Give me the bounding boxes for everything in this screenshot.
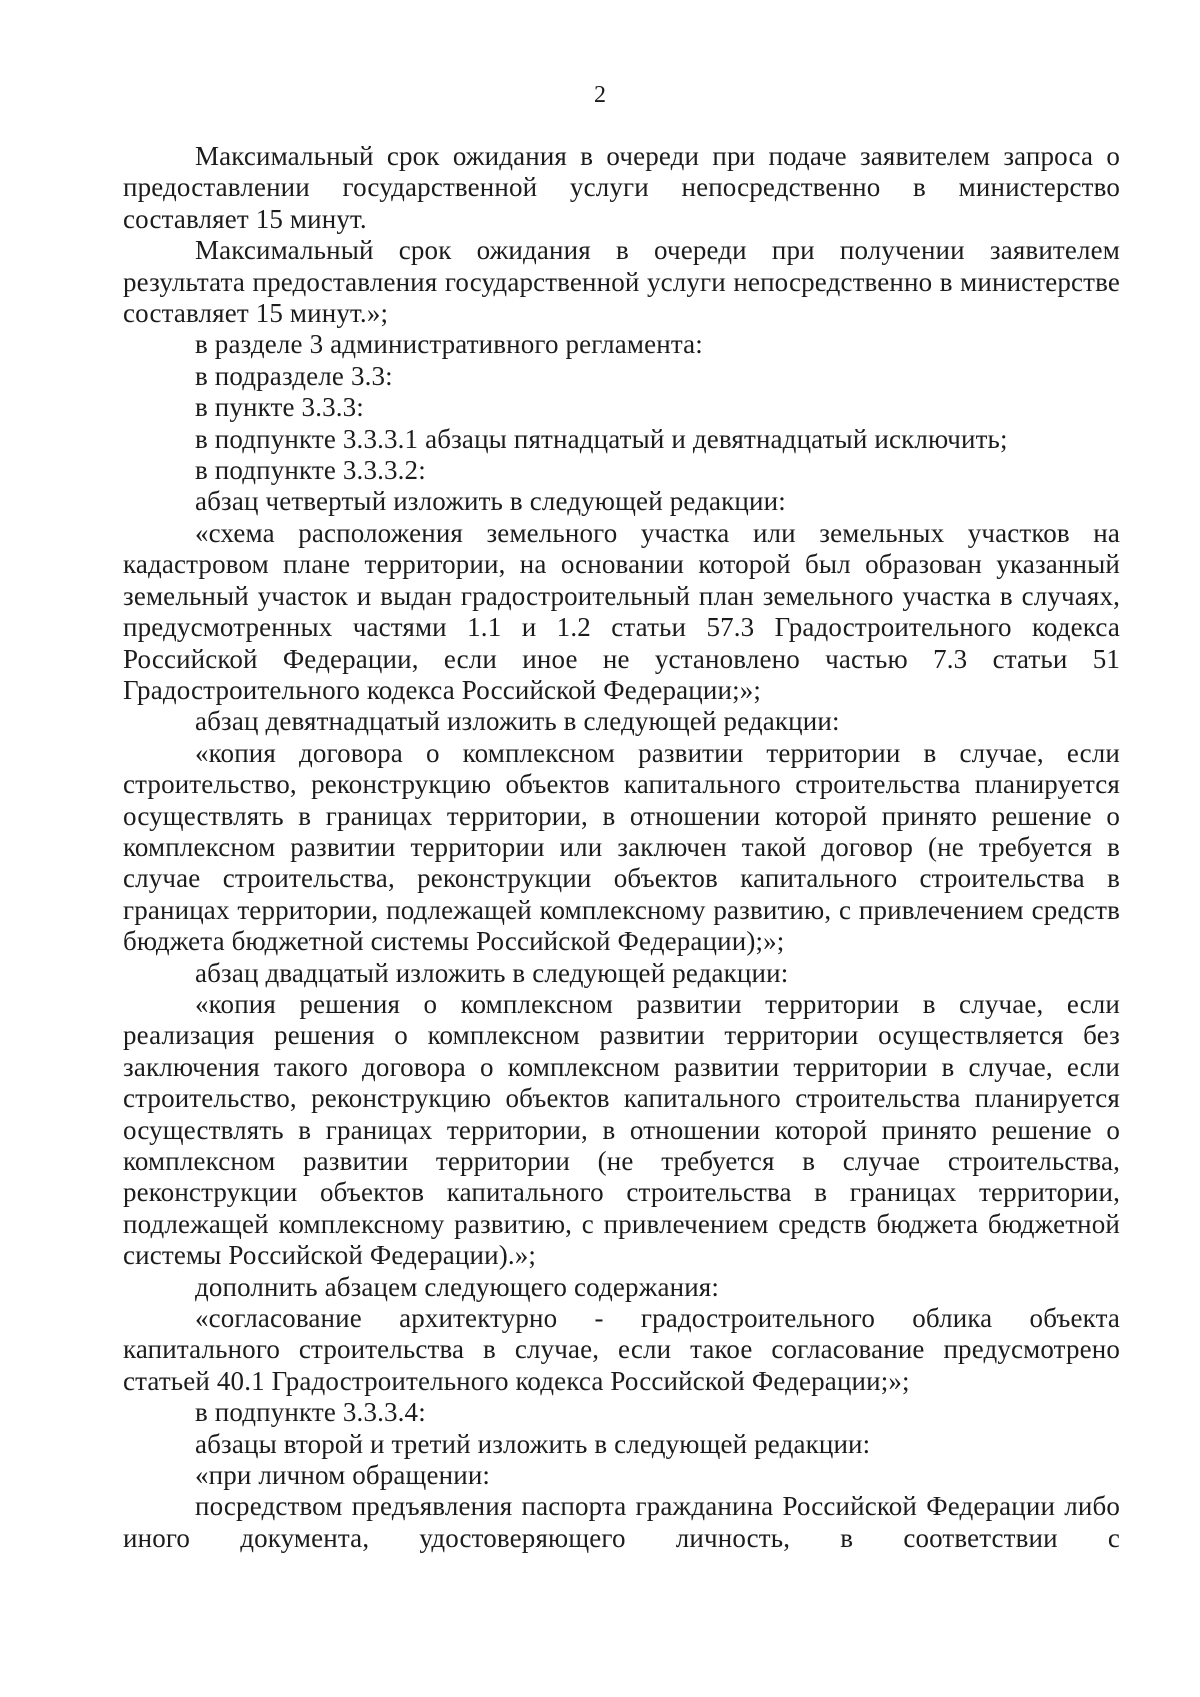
paragraph: посредством предъявления паспорта гражданина Российской Федерации либо иного документа, удостоверяющего личность, в соответствии с — [123, 1491, 1120, 1553]
paragraph: «согласование архитектурно - градостроительного облика объекта капитального строительства в случае, если такое согласование предусмотрено статьей 40.1 Градостроительного кодекса Российской Федерации;»; — [123, 1303, 1120, 1396]
paragraph: Максимальный срок ожидания в очереди при получении заявителем результата предоставления государственной услуги непосредственно в министерстве составляет 15 минут.»; — [123, 235, 1120, 329]
paragraph: абзац девятнадцатый изложить в следующей редакции: — [195, 706, 840, 737]
paragraph: «копия решения о комплексном развитии территории в случае, если реализация решения о комплексном развитии территории осуществляется без заключения такого договора о комплексном развитии территории в случае, если строительство, реконструкцию объектов капитального строительства планируется осуществлять в границах территории, в отношении которой принято решение о комплексном развитии территории (не требуется в случае строительства, реконструкции объектов капитального строительства в границах территории, подлежащей комплексному развитию, с привлечением средств бюджета бюджетной системы Российской Федерации).»; — [123, 988, 1120, 1271]
paragraph: «при личном обращении: — [195, 1460, 491, 1491]
paragraph: в подпункте 3.3.3.2: — [195, 455, 426, 486]
paragraph: в подпункте 3.3.3.1 абзацы пятнадцатый и девятнадцатый исключить; — [195, 423, 1008, 454]
paragraph: в подпункте 3.3.3.4: — [195, 1397, 426, 1428]
document-body — [123, 141, 1120, 1554]
page-number: 2 — [594, 82, 606, 108]
paragraph: «схема расположения земельного участка или земельных участков на кадастровом плане территории, на основании которой был образован указанный земельный участок и выдан градостроительный план земельного участка в случаях, предусмотренных частями 1.1 и 1.2 статьи 57.3 Градостроительного кодекса Российской Федерации, если иное не установлено частью 7.3 статьи 51 Градостроительного кодекса Российской Федерации;»; — [123, 517, 1120, 705]
paragraph: абзацы второй и третий изложить в следующей редакции: — [195, 1428, 871, 1459]
paragraph: «копия договора о комплексном развитии территории в случае, если строительство, реконструкцию объектов капитального строительства планируется осуществлять в границах территории, в отношении которой принято решение о комплексном развитии территории или заключен такой договор (не требуется в случае строительства, реконструкции объектов капитального строительства в границах территории, подлежащей комплексному развитию, с привлечением средств бюджета бюджетной системы Российской Федерации);»; — [123, 737, 1120, 957]
paragraph: в подразделе 3.3: — [195, 360, 393, 391]
paragraph: в пункте 3.3.3: — [195, 392, 364, 423]
paragraph: дополнить абзацем следующего содержания: — [195, 1271, 720, 1302]
paragraph: Максимальный срок ожидания в очереди при подаче заявителем запроса о предоставлении государственной услуги непосредственно в министерство составляет 15 минут. — [123, 141, 1120, 234]
paragraph: абзац четвертый изложить в следующей редакции: — [195, 486, 786, 517]
paragraph: абзац двадцатый изложить в следующей редакции: — [195, 957, 789, 988]
paragraph: в разделе 3 административного регламента: — [195, 329, 703, 360]
